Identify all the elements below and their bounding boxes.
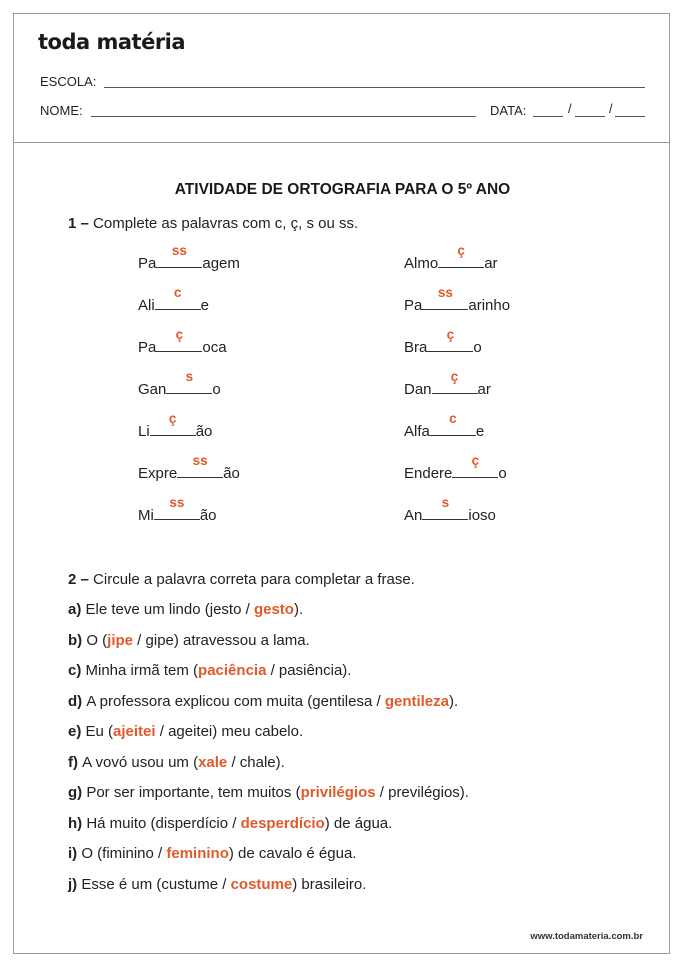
word-suffix: ão: [199, 507, 217, 524]
sentence-item: [68, 662, 351, 679]
word-prefix: Mi: [138, 507, 154, 524]
answer-blank[interactable]: [156, 243, 202, 268]
answer-blank[interactable]: [438, 243, 484, 268]
sentence-text: Eu (: [85, 723, 114, 740]
word-prefix: Alfa: [404, 423, 430, 440]
word-prefix: Li: [138, 423, 150, 440]
answer-text: ss: [171, 243, 187, 258]
sentence-text: Esse é um (custume /: [81, 875, 231, 893]
word-item: [404, 369, 491, 398]
sentence-text: ) brasileiro.: [292, 875, 367, 893]
sentence-text: Por ser importante, tem muitos (: [86, 784, 301, 801]
sentence-item: [68, 601, 303, 618]
answer-blank[interactable]: [154, 495, 200, 520]
answer-blank[interactable]: [427, 327, 473, 352]
word-item: [404, 411, 485, 440]
word-suffix: o: [212, 381, 221, 398]
question-2: [68, 571, 415, 588]
item-letter: g): [68, 784, 87, 801]
answer-blank[interactable]: [430, 411, 476, 436]
answer-blank[interactable]: [177, 453, 223, 478]
word-suffix: e: [475, 423, 485, 440]
date-day-line[interactable]: [533, 116, 563, 117]
word-item: [404, 285, 511, 314]
word-suffix: ão: [223, 465, 240, 482]
correct-word[interactable]: jipe: [107, 631, 134, 649]
word-prefix: Endere: [404, 465, 453, 482]
sentence-item: [68, 632, 310, 649]
word-item: [138, 285, 210, 314]
correct-word[interactable]: paciência: [198, 662, 267, 679]
word-item: [404, 453, 507, 482]
sentence-text: ).: [293, 601, 304, 618]
sentence-text: Ele teve um lindo (jesto /: [85, 601, 254, 618]
item-letter: h): [68, 814, 87, 832]
name-label: NOME:: [40, 103, 83, 118]
word-prefix: Pa: [404, 297, 423, 314]
date-year-line[interactable]: [615, 116, 645, 117]
sentence-text: A professora explicou com muita (gentilesa /: [86, 692, 385, 710]
word-prefix: An: [404, 507, 423, 524]
answer-text: c: [173, 285, 182, 300]
item-letter: a): [68, 601, 86, 618]
page-title: ATIVIDADE DE ORTOGRAFIA PARA O 5º ANO: [174, 181, 511, 198]
answer-text: ss: [437, 285, 453, 300]
word-item: [404, 327, 482, 356]
correct-word[interactable]: privilégios: [300, 784, 376, 801]
sentence-item: [68, 876, 366, 893]
word-suffix: ioso: [468, 507, 496, 524]
item-letter: f): [68, 753, 83, 771]
answer-blank[interactable]: [150, 411, 196, 436]
sentence-text: / previlégios).: [375, 784, 469, 801]
sentence-item: [68, 693, 458, 710]
sentence-text: ) de água.: [324, 814, 393, 832]
sentence-text: ).: [449, 692, 459, 710]
word-prefix: Bra: [404, 339, 428, 356]
name-field-line[interactable]: [91, 116, 476, 117]
word-item: [138, 411, 213, 440]
answer-text: ss: [169, 495, 185, 510]
word-suffix: agem: [202, 255, 240, 272]
item-letter: b): [68, 631, 87, 649]
question-number: 2 –: [68, 571, 89, 588]
correct-word[interactable]: ajeitei: [113, 723, 156, 740]
word-item: [138, 369, 221, 398]
item-letter: j): [68, 875, 82, 893]
word-suffix: arinho: [468, 297, 511, 314]
word-prefix: Gan: [138, 381, 167, 398]
question-text: Complete as palavras com c, ç, s ou ss.: [93, 215, 359, 232]
word-prefix: Expre: [138, 465, 178, 482]
word-item: [138, 495, 217, 524]
answer-text: ç: [168, 411, 177, 426]
sentence-text: A vovó usou um (: [82, 753, 199, 771]
sentence-text: / chale).: [227, 753, 285, 771]
question-1: [68, 215, 358, 232]
correct-word[interactable]: gentileza: [384, 692, 449, 710]
date-label: DATA:: [490, 103, 527, 118]
sentence-text: O (fiminino /: [81, 845, 167, 862]
item-letter: e): [68, 723, 86, 740]
sentence-item: [68, 845, 356, 862]
word-suffix: oca: [202, 339, 227, 356]
answer-text: ç: [446, 327, 455, 342]
sentence-item: [68, 815, 392, 832]
word-item: [404, 243, 498, 272]
sentence-text: Minha irmã tem (: [85, 662, 199, 679]
word-prefix: Ali: [138, 297, 155, 314]
word-item: [138, 327, 227, 356]
question-number: 1 –: [68, 215, 89, 232]
footer-url: www.todamateria.com.br: [530, 931, 643, 942]
word-suffix: o: [498, 465, 507, 482]
word-suffix: o: [473, 339, 482, 356]
question-text: Circule a palavra correta para completar a frase.: [93, 571, 415, 588]
answer-blank[interactable]: [156, 327, 202, 352]
answer-blank[interactable]: [422, 495, 468, 520]
correct-word[interactable]: feminino: [166, 845, 229, 862]
logo: toda matéria: [38, 30, 186, 54]
correct-word[interactable]: xale: [198, 753, 228, 771]
answer-blank[interactable]: [166, 369, 212, 394]
sentence-item: [68, 754, 285, 771]
word-prefix: Dan: [404, 381, 432, 398]
word-item: [138, 243, 240, 272]
date-slash: /: [609, 101, 613, 116]
correct-word[interactable]: gesto: [253, 601, 294, 618]
answer-text: s: [441, 495, 450, 510]
answer-text: c: [449, 411, 457, 426]
sentence-text: O (: [86, 631, 108, 649]
sentence-item: [68, 784, 469, 801]
sentence-text: Há muito (disperdício /: [86, 814, 241, 832]
answer-text: ss: [192, 453, 208, 468]
date-month-line[interactable]: [575, 116, 605, 117]
word-prefix: Almo: [404, 255, 439, 272]
item-letter: c): [68, 662, 86, 679]
answer-blank[interactable]: [155, 285, 201, 310]
item-letter: d): [68, 692, 87, 710]
word-suffix: ar: [477, 381, 491, 398]
word-item: [404, 495, 496, 524]
correct-word[interactable]: costume: [230, 875, 293, 893]
answer-blank[interactable]: [432, 369, 478, 394]
sentence-text: / gipe) atravessou a lama.: [133, 631, 310, 649]
answer-text: ç: [175, 327, 184, 342]
sentence-text: / pasiência).: [266, 662, 352, 679]
answer-text: ç: [450, 369, 459, 384]
word-prefix: Pa: [138, 339, 157, 356]
word-suffix: ão: [195, 423, 213, 440]
answer-text: s: [185, 369, 194, 384]
word-item: [138, 453, 240, 482]
sentence-text: / ageitei) meu cabelo.: [155, 723, 304, 740]
word-suffix: ar: [484, 255, 498, 272]
answer-text: ç: [471, 453, 480, 468]
item-letter: i): [68, 845, 82, 862]
content-frame: [13, 142, 670, 954]
school-field-line[interactable]: [104, 87, 645, 88]
answer-blank[interactable]: [422, 285, 468, 310]
sentence-item: [68, 723, 303, 740]
word-suffix: e: [200, 297, 210, 314]
word-prefix: Pa: [138, 255, 157, 272]
school-label: ESCOLA:: [40, 74, 97, 89]
sentence-text: ) de cavalo é égua.: [228, 845, 357, 862]
date-slash: /: [568, 101, 572, 116]
answer-text: ç: [457, 243, 465, 258]
answer-blank[interactable]: [452, 453, 498, 478]
correct-word[interactable]: desperdício: [240, 814, 325, 832]
